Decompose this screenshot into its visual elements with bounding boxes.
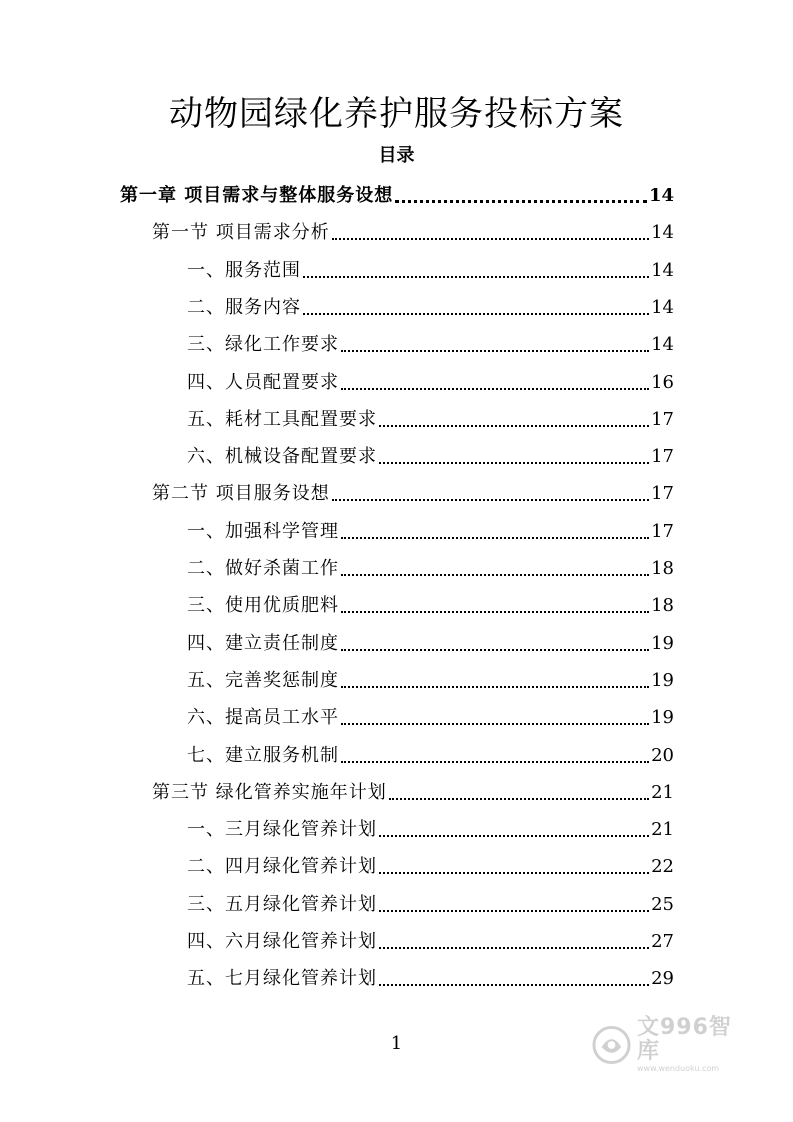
toc-entry-page: 29	[651, 968, 674, 990]
toc-entry-page: 14	[651, 222, 674, 244]
toc-entry[interactable]	[152, 213, 674, 250]
toc-entry-page: 18	[651, 558, 674, 579]
toc-leader-dots	[341, 649, 649, 651]
toc-entry-title: 七、建立服务机制	[187, 744, 339, 766]
toc-entry[interactable]	[152, 474, 674, 511]
toc-entry[interactable]	[187, 325, 674, 362]
toc-leader-dots	[395, 200, 647, 203]
toc-leader-dots	[379, 947, 649, 949]
toc-entry[interactable]	[187, 400, 674, 437]
toc-entry[interactable]	[187, 810, 674, 847]
toc-entry-page: 25	[651, 893, 674, 915]
toc-entry-page: 14	[648, 185, 674, 206]
toc-entry-title: 五、耗材工具配置要求	[187, 408, 377, 430]
toc-entry-title: 三、使用优质肥料	[187, 595, 339, 617]
toc-leader-dots	[341, 537, 649, 539]
toc-entry-page: 20	[651, 744, 674, 766]
toc-entry[interactable]	[187, 549, 674, 586]
toc-entry-title: 二、服务内容	[187, 296, 301, 318]
toc-entry[interactable]	[187, 624, 674, 661]
toc-entry-title: 四、六月绿化管养计划	[187, 931, 377, 952]
toc-entry[interactable]	[187, 847, 674, 884]
logo-icon	[592, 1025, 631, 1065]
toc-entry-title: 五、完善奖惩制度	[187, 669, 339, 691]
toc-entry-page: 21	[651, 781, 674, 803]
toc-entry-title: 三、五月绿化管养计划	[187, 893, 377, 915]
toc-entry[interactable]	[187, 698, 674, 735]
toc-leader-dots	[341, 686, 649, 688]
toc-leader-dots	[303, 313, 649, 315]
watermark-url: www.wenduoku.com	[637, 1064, 720, 1073]
toc-leader-dots	[332, 238, 649, 240]
toc-leader-dots	[379, 984, 649, 986]
toc-entry[interactable]	[120, 176, 674, 213]
toc-leader-dots	[379, 462, 649, 464]
toc-leader-dots	[379, 872, 649, 874]
toc-entry[interactable]	[187, 922, 674, 959]
toc-entry-page: 17	[651, 408, 674, 430]
toc-entry-title: 第一章 项目需求与整体服务设想	[120, 185, 394, 206]
toc-entry-title: 一、加强科学管理	[187, 520, 339, 542]
toc-leader-dots	[341, 574, 649, 576]
toc-entry[interactable]	[187, 959, 674, 996]
toc-leader-dots	[379, 910, 649, 912]
toc-entry[interactable]	[152, 773, 674, 810]
toc-entry-title: 第三节 绿化管养实施年计划	[152, 781, 387, 803]
toc-entry[interactable]	[187, 885, 674, 922]
toc-entry-title: 第二节 项目服务设想	[152, 483, 330, 505]
toc-leader-dots	[341, 350, 649, 352]
toc-leader-dots	[341, 611, 649, 613]
toc-leader-dots	[332, 499, 649, 501]
toc-entry-page: 14	[651, 259, 674, 281]
toc-entry-title: 六、机械设备配置要求	[187, 446, 377, 468]
toc-entry-page: 14	[651, 296, 674, 318]
toc-entry-title: 一、服务范围	[187, 259, 301, 281]
toc-entry[interactable]	[187, 251, 674, 288]
toc-entry-page: 22	[651, 856, 674, 878]
page-number: 1	[390, 1033, 403, 1054]
toc-entry-page: 21	[651, 819, 674, 841]
toc-leader-dots	[341, 388, 649, 390]
watermark	[592, 1015, 752, 1073]
toc-entry-title: 三、绿化工作要求	[187, 334, 339, 356]
toc-entry-title: 四、建立责任制度	[187, 632, 339, 654]
document-title: 动物园绿化养护服务投标方案	[169, 94, 624, 134]
toc-entry-page: 17	[651, 520, 674, 542]
toc-entry[interactable]	[187, 736, 674, 773]
toc-entry-page: 19	[651, 707, 674, 729]
toc-leader-dots	[389, 798, 649, 800]
toc-entry[interactable]	[187, 661, 674, 698]
toc-entry[interactable]	[187, 586, 674, 623]
toc-entry-title: 二、四月绿化管养计划	[187, 856, 377, 878]
toc-entry[interactable]	[187, 437, 674, 474]
toc-leader-dots	[379, 425, 649, 427]
toc-leader-dots	[341, 761, 649, 763]
toc-entry-page: 17	[651, 446, 674, 468]
watermark-text-group	[637, 1016, 752, 1074]
toc-entry-title: 四、人员配置要求	[187, 371, 339, 393]
toc-entry-title: 六、提高员工水平	[187, 707, 339, 729]
toc-entry-page: 19	[651, 632, 674, 654]
toc-leader-dots	[341, 723, 649, 725]
toc-entry-title: 第一节 项目需求分析	[152, 222, 330, 244]
toc-entry-page: 19	[651, 669, 674, 691]
toc-entry[interactable]	[187, 363, 674, 400]
toc-entry-title: 一、三月绿化管养计划	[187, 819, 377, 841]
toc-entry-page: 16	[651, 371, 674, 393]
toc-entry-page: 14	[651, 334, 674, 356]
toc-heading: 目录	[378, 145, 415, 166]
toc-leader-dots	[303, 276, 649, 278]
toc-entry-page: 17	[651, 483, 674, 505]
watermark-text: 文996智库	[637, 1015, 732, 1064]
toc-entry-title: 五、七月绿化管养计划	[187, 968, 377, 990]
toc-entry-page: 18	[651, 595, 674, 617]
toc-entry[interactable]	[187, 288, 674, 325]
toc-entry[interactable]	[187, 512, 674, 549]
toc-entry-title: 二、做好杀菌工作	[187, 558, 339, 579]
toc-leader-dots	[379, 835, 649, 837]
toc-entry-page: 27	[651, 931, 674, 952]
